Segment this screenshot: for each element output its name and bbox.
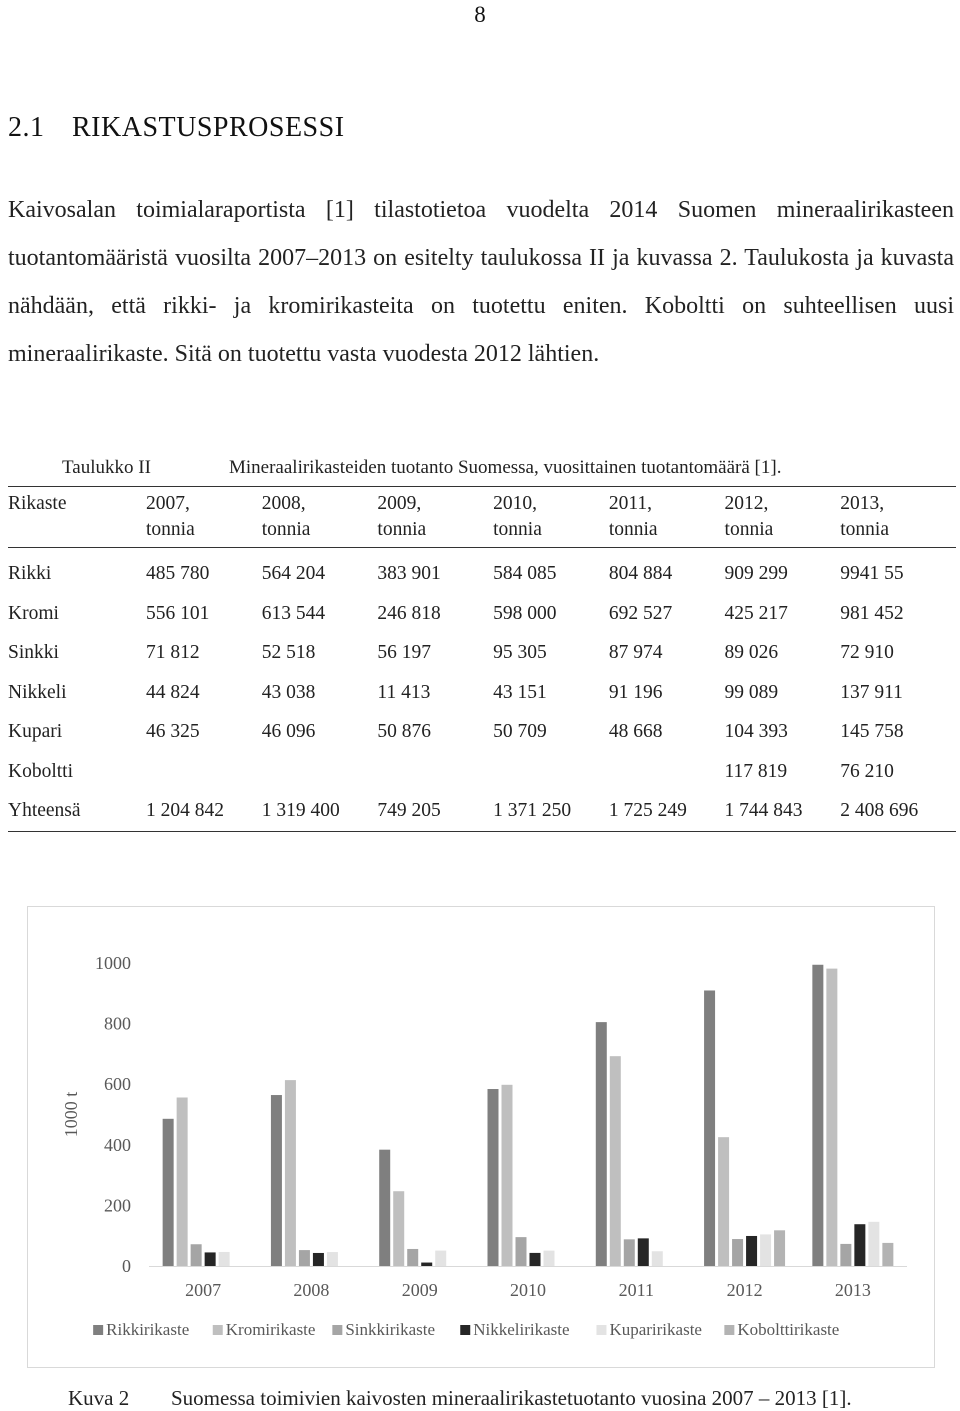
bar-nikkelirikaste-2010 [530, 1253, 541, 1266]
table-cell: 485 780 [146, 563, 210, 584]
bar-chart [28, 907, 934, 1367]
x-tick-label: 2008 [293, 1280, 330, 1300]
table-cell: 246 818 [377, 602, 441, 624]
table-cell: 556 101 [146, 602, 210, 624]
bar-sinkkirikaste-2013 [840, 1244, 851, 1266]
y-tick-label: 200 [104, 1195, 131, 1216]
legend-swatch-kobolttirikaste [724, 1325, 734, 1335]
bar-kuparirikaste-2011 [652, 1251, 663, 1266]
legend-swatch-kuparirikaste [596, 1325, 606, 1335]
header-year-1 [146, 487, 262, 548]
y-tick-label: 600 [104, 1074, 131, 1095]
table-cell: 137 911 [840, 681, 903, 703]
table-cell: 804 884 [608, 563, 673, 584]
row-label: Nikkeli [8, 681, 67, 703]
legend-swatch-kromirikaste [213, 1325, 223, 1335]
header-year-label: 2012, [724, 493, 769, 514]
table-cell: 598 000 [493, 602, 557, 624]
legend-swatch-rikkirikaste [93, 1325, 103, 1335]
header-year-label: 2009, [377, 493, 422, 514]
bar-sinkkirikaste-2008 [299, 1250, 310, 1266]
section-title: RIKASTUSPROSESSI [72, 112, 345, 143]
table-cell [609, 752, 725, 792]
bar-rikkirikaste-2010 [488, 1089, 499, 1266]
table-cell: 564 204 [261, 563, 326, 584]
header-rikaste: Rikaste [8, 487, 146, 548]
bar-rikkirikaste-2011 [596, 1022, 607, 1266]
table-row [8, 633, 956, 673]
legend-label-sinkkirikaste: Sinkkirikaste [345, 1320, 436, 1339]
bar-nikkelirikaste-2008 [313, 1253, 324, 1266]
header-unit-label: tonnia [840, 519, 889, 540]
production-table [8, 486, 956, 832]
bar-nikkelirikaste-2009 [421, 1263, 432, 1266]
bar-kuparirikaste-2009 [435, 1251, 446, 1266]
bar-nikkelirikaste-2011 [638, 1238, 649, 1266]
page-number: 8 [474, 2, 486, 27]
table-cell [146, 752, 262, 792]
table-cell: 11 413 [377, 681, 431, 703]
table-cell: 692 527 [608, 602, 673, 624]
header-year-4 [493, 487, 609, 548]
table-cell: 89 026 [724, 642, 779, 663]
intro-paragraph: Kaivosalan toimialaraportista [1] tilastotietoa vuodelta 2014 Suomen mineraalirikasteen tuotantomääristä vuosilta 2007–2013 on esitelty taulukossa II ja kuvassa 2. Taulukosta ja kuvasta nähdään, että rikki- ja kromirikasteita on tuotettu eniten. Koboltti on suhteellisen uusi mineraalirikaste. Sitä on tuotettu vasta vuodesta 2012 lähtien. [8, 197, 954, 367]
table-cell: 2 408 696 [840, 800, 919, 821]
figure-caption-label: Kuva 2 [68, 1386, 130, 1410]
header-year-label: 2013, [840, 493, 885, 514]
bar-kromirikaste-2009 [393, 1191, 404, 1266]
table-row [8, 712, 956, 752]
bar-kuparirikaste-2008 [327, 1252, 338, 1266]
bar-sinkkirikaste-2007 [191, 1244, 202, 1266]
table-cell: 71 812 [146, 642, 200, 663]
legend-swatch-sinkkirikaste [332, 1325, 342, 1335]
y-tick-label: 400 [104, 1134, 131, 1155]
table-cell: 9941 55 [840, 563, 904, 584]
row-label: Yhteensä [8, 800, 81, 821]
bar-kromirikaste-2007 [177, 1098, 188, 1266]
legend-label-kromirikaste: Kromirikaste [225, 1320, 316, 1339]
table-cell: 584 085 [493, 563, 557, 584]
header-year-3 [377, 487, 493, 548]
table-row [8, 594, 956, 634]
table-cell: 50 709 [493, 721, 547, 742]
table-cell: 425 217 [724, 602, 788, 624]
bar-nikkelirikaste-2007 [205, 1252, 216, 1266]
table-cell: 99 089 [724, 681, 779, 703]
table-cell: 52 518 [261, 642, 316, 663]
table-cell [493, 752, 609, 792]
y-axis-label: 1000 t [61, 1091, 81, 1138]
table-cell: 56 197 [377, 642, 432, 663]
bar-kuparirikaste-2013 [868, 1222, 879, 1266]
header-year-label: 2007, [146, 493, 190, 514]
figure-caption-text: Suomessa toimivien kaivosten mineraalirikastetuotanto vuosina 2007 – 2013 [1]. [171, 1386, 852, 1410]
table-cell: 50 876 [377, 721, 432, 742]
table-row [8, 673, 956, 713]
table-cell: 1 319 400 [261, 800, 340, 821]
header-year-6 [725, 487, 841, 548]
bar-nikkelirikaste-2012 [746, 1236, 757, 1266]
y-tick-label: 1000 [95, 953, 131, 973]
table-cell: 43 038 [261, 681, 316, 703]
bar-rikkirikaste-2007 [163, 1119, 174, 1266]
bar-sinkkirikaste-2010 [516, 1237, 527, 1266]
header-year-7 [840, 487, 956, 548]
bar-kuparirikaste-2012 [760, 1234, 771, 1266]
table-row [8, 548, 956, 594]
y-tick-label: 0 [122, 1256, 131, 1276]
header-year-5 [609, 487, 725, 548]
table-row [8, 791, 956, 831]
table-cell [262, 752, 378, 792]
row-label: Sinkki [8, 642, 59, 663]
table-cell: 44 824 [146, 681, 200, 703]
table-cell: 43 151 [493, 681, 547, 703]
table-caption-label: Taulukko II [62, 457, 151, 478]
table-cell: 981 452 [840, 602, 904, 624]
bar-sinkkirikaste-2009 [407, 1249, 418, 1266]
header-unit-label: tonnia [377, 519, 427, 540]
header-year-label: 2011, [608, 493, 652, 514]
bar-sinkkirikaste-2011 [624, 1239, 635, 1266]
table-header-row [8, 487, 956, 548]
header-unit-label: tonnia [608, 519, 658, 540]
legend-label-kuparirikaste: Kuparirikaste [609, 1320, 702, 1339]
chart-frame [27, 906, 935, 1368]
table-cell: 1 371 250 [493, 800, 572, 821]
table-cell: 104 393 [724, 721, 788, 742]
bar-kromirikaste-2011 [610, 1056, 621, 1266]
table-cell: 48 668 [608, 721, 663, 742]
table-row [8, 752, 956, 792]
bar-kuparirikaste-2007 [219, 1252, 230, 1266]
table-cell: 613 544 [261, 602, 326, 624]
table-cell: 46 096 [261, 721, 316, 742]
legend-label-kobolttirikaste: Kobolttirikaste [737, 1320, 840, 1339]
x-tick-label: 2012 [726, 1280, 763, 1300]
legend-swatch-nikkelirikaste [460, 1325, 470, 1335]
table-cell: 749 205 [377, 800, 441, 821]
header-year-2 [262, 487, 378, 548]
table-cell [377, 752, 493, 792]
bar-sinkkirikaste-2012 [732, 1239, 743, 1266]
row-label: Rikki [8, 563, 52, 584]
x-tick-label: 2013 [834, 1280, 871, 1300]
bar-rikkirikaste-2008 [271, 1095, 282, 1266]
table-cell: 72 910 [840, 642, 894, 663]
section-number: 2.1 [8, 112, 45, 143]
bar-rikkirikaste-2009 [379, 1150, 390, 1266]
bar-kromirikaste-2012 [718, 1137, 729, 1266]
header-year-label: 2008, [261, 493, 306, 514]
table-cell: 91 196 [608, 681, 663, 703]
bar-kromirikaste-2013 [826, 969, 837, 1266]
row-label: Koboltti [8, 760, 74, 782]
legend-label-nikkelirikaste: Nikkelirikaste [473, 1320, 570, 1339]
section-heading [8, 112, 345, 144]
y-tick-label: 800 [104, 1013, 131, 1034]
header-year-label: 2010, [493, 493, 537, 514]
table-cell: 87 974 [608, 642, 663, 663]
legend-label-rikkirikaste: Rikkirikaste [106, 1320, 190, 1339]
bar-kobolttirikaste-2013 [882, 1243, 893, 1266]
table-cell: 1 204 842 [146, 800, 225, 821]
table-cell: 95 305 [493, 642, 547, 663]
table-cell: 117 819 [724, 760, 788, 782]
row-label: Kromi [8, 602, 59, 624]
header-unit-label: tonnia [724, 519, 774, 540]
bar-kuparirikaste-2010 [544, 1251, 555, 1266]
header-unit-label: tonnia [146, 519, 195, 540]
table-caption-text: Mineraalirikasteiden tuotanto Suomessa, vuosittainen tuotantomäärä [1]. [229, 457, 782, 478]
header-unit-label: tonnia [261, 519, 311, 540]
table-cell: 909 299 [724, 563, 788, 584]
table-cell: 383 901 [377, 563, 441, 584]
x-tick-label: 2011 [618, 1280, 654, 1300]
bar-rikkirikaste-2012 [704, 990, 715, 1266]
x-tick-label: 2007 [185, 1280, 222, 1300]
row-label: Kupari [8, 721, 63, 742]
bar-kromirikaste-2008 [285, 1080, 296, 1266]
table-cell: 1 744 843 [724, 800, 803, 821]
bar-kobolttirikaste-2012 [774, 1230, 785, 1266]
x-tick-label: 2009 [401, 1280, 438, 1300]
x-tick-label: 2010 [510, 1280, 546, 1300]
table-cell: 76 210 [840, 760, 894, 782]
bar-rikkirikaste-2013 [812, 965, 823, 1266]
table-cell: 145 758 [840, 721, 904, 742]
header-unit-label: tonnia [493, 519, 542, 540]
bar-nikkelirikaste-2013 [854, 1224, 865, 1266]
bar-kromirikaste-2010 [502, 1085, 513, 1266]
table-cell: 46 325 [146, 721, 200, 742]
table-cell: 1 725 249 [608, 800, 687, 821]
table-body [8, 548, 956, 832]
